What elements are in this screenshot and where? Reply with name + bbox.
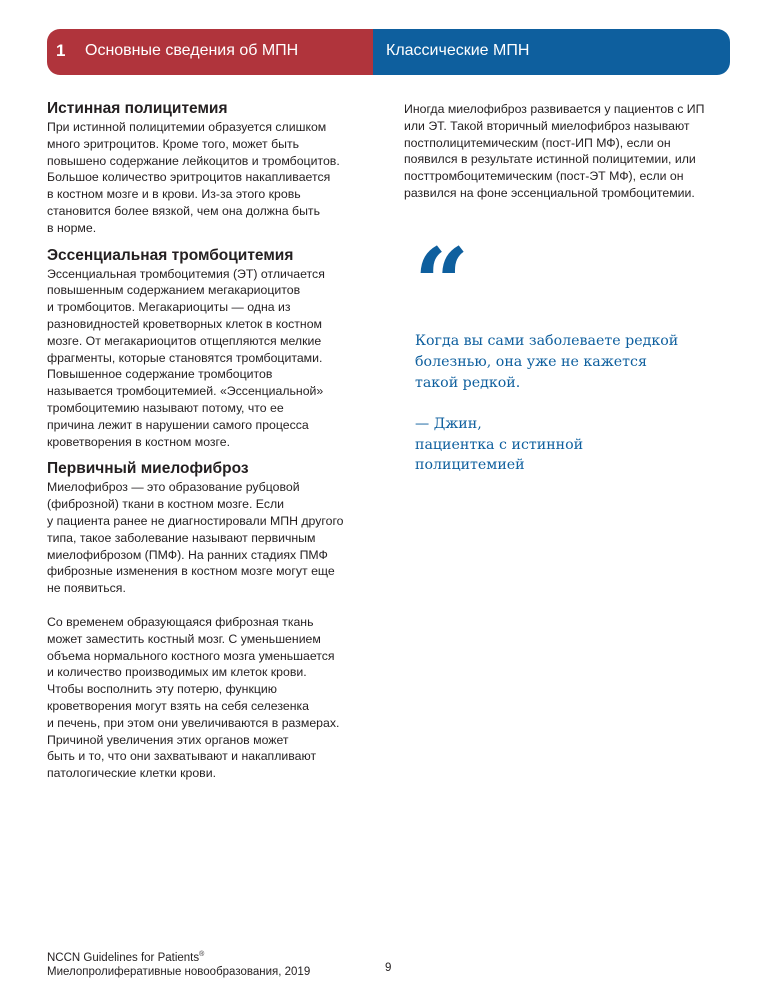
section-text: Эссенциальная тромбоцитемия (ЭТ) отличается повышенным содержанием мегакариоцитов и тромбоцитов. Мегакариоциты — одна из разновидностей кроветворных клеток в костном мозге. От мегакариоцитов отщепляются мелкие фрагменты, которые становятся тромбоцитами. Повышенное содержание тромбоцитов называется тромбоцитемией. «Эссенциальной» тромбоцитемию называют потому, что ее причина лежит в нарушении самого процесса кроветворения в костном мозге.: [47, 266, 325, 449]
registered-mark: ®: [199, 951, 205, 958]
section-heading: Истинная полицитемия: [47, 100, 228, 117]
secondary-myelofibrosis-text: Иногда миелофиброз развивается у пациентов с ИП или ЭТ. Такой вторичный миелофиброз называют постполицитемическим (пост-ИП МФ), если он появился в результате истинной полицитемии, или посттромбоцитемическим (пост-ЭТ МФ), если он развился на фоне эссенциальной тромбоцитемии.: [404, 102, 705, 200]
footer-publication: [47, 948, 310, 965]
patient-quote: Когда вы сами заболеваете редкой болезнью, она уже не кажется такой редкой.: [415, 333, 679, 391]
chapter-header: [47, 29, 730, 75]
chapter-tab: [47, 29, 373, 75]
footer-title: NCCN Guidelines for Patients: [47, 951, 200, 964]
section-title: Классические МПН: [386, 42, 530, 59]
section-essential-thrombocythemia: [47, 246, 383, 451]
page-footer: [47, 948, 310, 979]
quote-author: — Джин, пациентка с истинной полицитемией: [415, 416, 584, 473]
footer-subtitle: Миелопролиферативные новообразования, 2019: [47, 965, 311, 978]
section-text-continued: Со временем образующаяся фиброзная ткань может заместить костный мозг. С уменьшением объема нормального костного мозга уменьшается и количество производимых им клеток крови. Чтобы восполнить эту потерю, функцию кроветворения могут взять на себя селезенка и печень, при этом они увеличиваются в размерах. Причиной увеличения этих органов может быть и то, что они захватывают и накапливают патологические клетки крови.: [47, 614, 340, 781]
section-heading: Первичный миелофиброз: [47, 460, 249, 478]
paragraph-spacer: [47, 597, 383, 614]
section-text: Миелофиброз — это образование рубцовой (фиброзной) ткани в костном мозге. Если у пациента ранее не диагностировали МПН другого типа, такое заболевание называют первичным миелофиброзом (ПМФ). На ранних стадиях ПМФ фиброзные изменения в костном мозге могут еще не появиться.: [47, 480, 344, 596]
section-text: При истинной полицитемии образуется слишком много эритроцитов. Кроме того, может быть повышено содержание лейкоцитов и тромбоцитов. Большое количество эритроцитов накапливается в костном мозге и в крови. Из-за этого кровь становится более вязкой, чем она должна быть в норме.: [47, 120, 340, 235]
section-tab: [373, 29, 730, 75]
chapter-number: 1: [56, 41, 66, 60]
page-number: 9: [385, 962, 392, 974]
section-polycythemia-vera: [47, 99, 383, 237]
left-column: [47, 99, 383, 791]
section-heading: Эссенциальная тромбоцитемия: [47, 246, 294, 264]
right-column: [404, 101, 734, 202]
quote-mark-icon: “: [414, 227, 470, 340]
section-primary-myelofibrosis: [47, 459, 383, 782]
chapter-title: Основные сведения об МПН: [85, 42, 299, 59]
